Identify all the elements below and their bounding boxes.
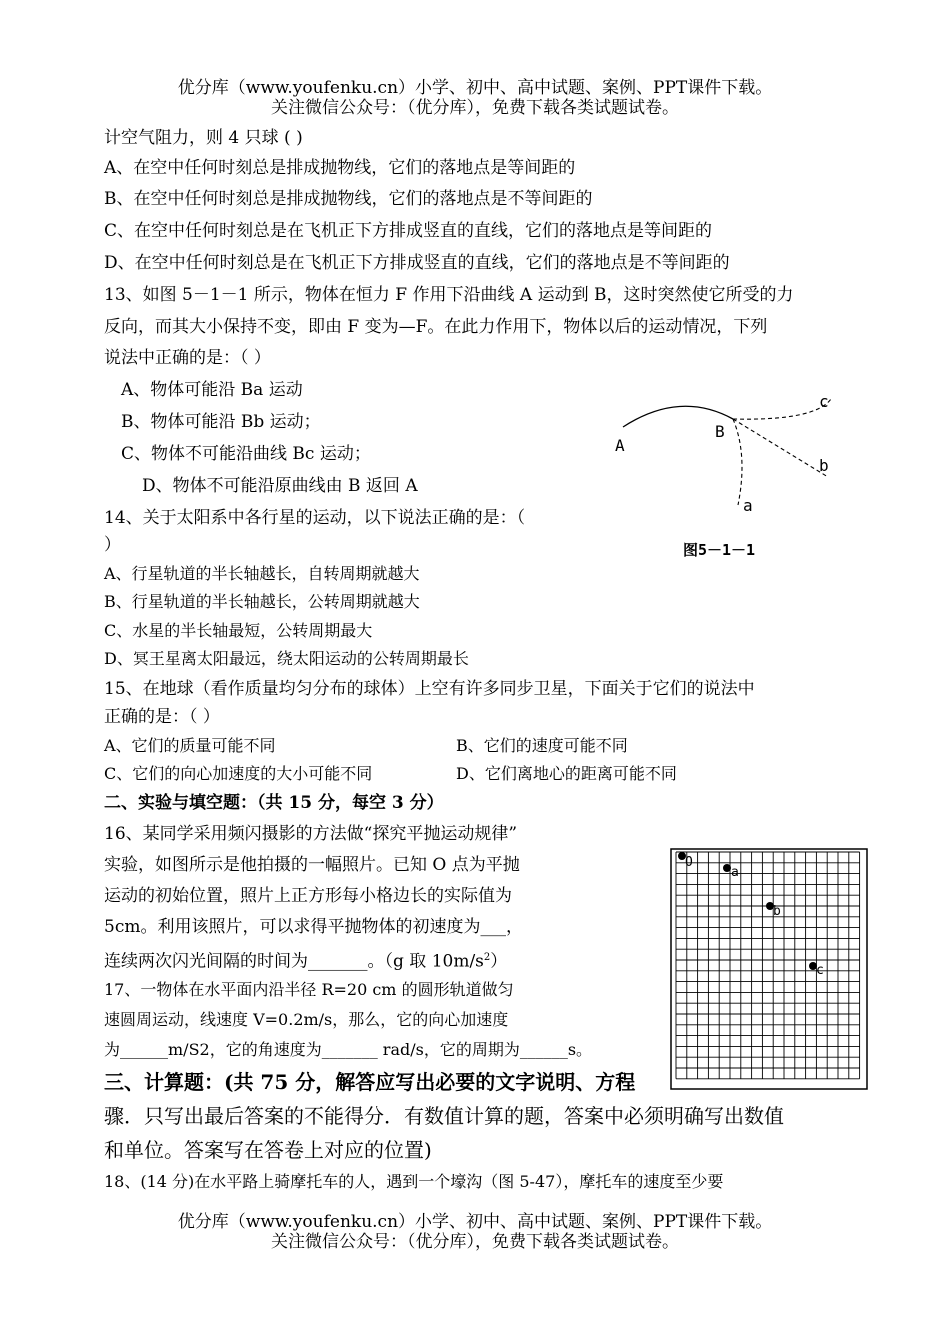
q16-line-1: 16、某同学采用频闪摄影的方法做“探究平抛运动规律” xyxy=(104,824,518,844)
label-a-point: A xyxy=(615,436,625,455)
q15-stem-line-1: 15、在地球（看作质量均匀分布的球体）上空有许多同步卫星，下面关于它们的说法中 xyxy=(104,679,755,699)
label-o: O xyxy=(685,855,693,870)
q13-option-d: D、物体不可能沿原曲线由 B 返回 A xyxy=(142,476,418,496)
q14-option-c: C、水星的半长轴最短，公转周期最大 xyxy=(104,621,373,640)
label-b: b xyxy=(773,904,781,919)
q12-option-a: A、在空中任何时刻总是排成抛物线，它们的落地点是等间距的 xyxy=(104,158,576,178)
q14-stem-line-1: 14、关于太阳系中各行星的运动，以下说法正确的是：（ xyxy=(104,508,526,528)
q16-grid-figure xyxy=(670,848,868,1090)
q14-option-b: B、行星轨道的半长轴越长，公转周期就越大 xyxy=(104,592,420,611)
label-a-end: a xyxy=(743,496,753,515)
q17-line-1: 17、一物体在水平面内沿半径 R=20 cm 的圆形轨道做匀 xyxy=(104,980,514,999)
q15-option-d: D、它们离地心的距离可能不同 xyxy=(456,764,677,783)
label-c-end: c xyxy=(819,392,829,411)
q16-line-5 xyxy=(104,948,507,972)
footer-line-2: 关注微信公众号：（优分库），免费下载各类试题试卷。 xyxy=(271,1232,679,1252)
q13-option-b: B、物体可能沿 Bb 运动； xyxy=(121,412,321,432)
figure-caption: 图5－1－1 xyxy=(683,541,756,559)
q15-option-b: B、它们的速度可能不同 xyxy=(456,736,628,755)
q16-line-5-sup: 2 xyxy=(483,952,491,963)
q12-option-d: D、在空中任何时刻总是在飞机正下方排成竖直的直线，它们的落地点是不等间距的 xyxy=(104,253,730,273)
section-2-title: 二、实验与填空题：（共 15 分，每空 3 分） xyxy=(104,793,444,813)
label-c: c xyxy=(816,963,824,978)
q16-line-3: 运动的初始位置，照片上正方形每小格边长的实际值为 xyxy=(104,886,512,906)
label-b-end: b xyxy=(819,456,829,475)
q13-stem-line-1: 13、如图 5－1－1 所示，物体在恒力 F 作用下沿曲线 A 运动到 B，这时突然使它所受的力 xyxy=(104,285,794,305)
q12-option-b: B、在空中任何时刻总是排成抛物线，它们的落地点是不等间距的 xyxy=(104,189,593,209)
q16-line-4: 5cm。利用该照片，可以求得平抛物体的初速度为___， xyxy=(104,917,523,937)
header-line-1: 优分库（www.youfenku.cn）小学、初中、高中试题、案例、PPT课件下载。 xyxy=(177,78,773,98)
section-3-line-3: 和单位。答案写在答卷上对应的位置) xyxy=(104,1138,432,1162)
header-line-2: 关注微信公众号：（优分库），免费下载各类试题试卷。 xyxy=(271,98,679,118)
footer-line-1: 优分库（www.youfenku.cn）小学、初中、高中试题、案例、PPT课件下载。 xyxy=(177,1212,773,1232)
path-bc xyxy=(733,399,831,419)
q15-stem-line-2: 正确的是：（ ） xyxy=(104,707,220,727)
section-3-line-1 xyxy=(104,1070,635,1094)
section-3-line-2: 骤．只写出最后答案的不能得分．有数值计算的题，答案中必须明确写出数值 xyxy=(104,1104,784,1128)
q15-option-a: A、它们的质量可能不同 xyxy=(104,736,276,755)
q12-stem-tail: 计空气阻力，则 4 只球 ( ) xyxy=(104,128,303,148)
q16-line-5-end: ） xyxy=(490,951,508,972)
label-a: a xyxy=(731,865,739,880)
q13-figure xyxy=(605,385,855,570)
q13-option-c: C、物体不可能沿曲线 Bc 运动； xyxy=(121,444,371,464)
q13-stem-line-3: 说法中正确的是：（ ） xyxy=(104,348,271,368)
q13-option-a: A、物体可能沿 Ba 运动 xyxy=(121,380,303,400)
path-ba xyxy=(733,419,742,505)
q14-stem-line-2: ） xyxy=(104,535,121,555)
q13-stem-line-2: 反向，而其大小保持不变，即由 F 变为—F。在此力作用下，物体以后的运动情况，下列 xyxy=(104,317,768,337)
point-a xyxy=(723,864,731,872)
q15-option-c: C、它们的向心加速度的大小可能不同 xyxy=(104,764,373,783)
section-3-text: 三、计算题：(共 75 分，解答应写出必要的文字说明、方程 xyxy=(104,1070,636,1094)
q17-line-2: 速圆周运动，线速度 V=0.2m/s，那么，它的向心加速度 xyxy=(104,1010,509,1029)
q16-line-2: 实验，如图所示是他拍摄的一幅照片。已知 O 点为平抛 xyxy=(104,855,520,875)
label-b-point: B xyxy=(715,422,725,441)
q14-option-d: D、冥王星离太阳最远，绕太阳运动的公转周期最长 xyxy=(104,649,469,668)
path-bb xyxy=(733,419,828,477)
q18-line: 18、(14 分)在水平路上骑摩托车的人，遇到一个壕沟（图 5-47），摩托车的速度至少要 xyxy=(104,1172,724,1191)
q16-line-5-main: 连续两次闪光间隔的时间为_______。（g 取 10m/s xyxy=(104,951,484,972)
q14-option-a: A、行星轨道的半长轴越长，自转周期就越大 xyxy=(104,564,420,583)
q12-option-c: C、在空中任何时刻总是在飞机正下方排成竖直的直线，它们的落地点是等间距的 xyxy=(104,221,713,241)
q17-line-3: 为______m/S2，它的角速度为_______ rad/s，它的周期为______s。 xyxy=(104,1040,593,1059)
